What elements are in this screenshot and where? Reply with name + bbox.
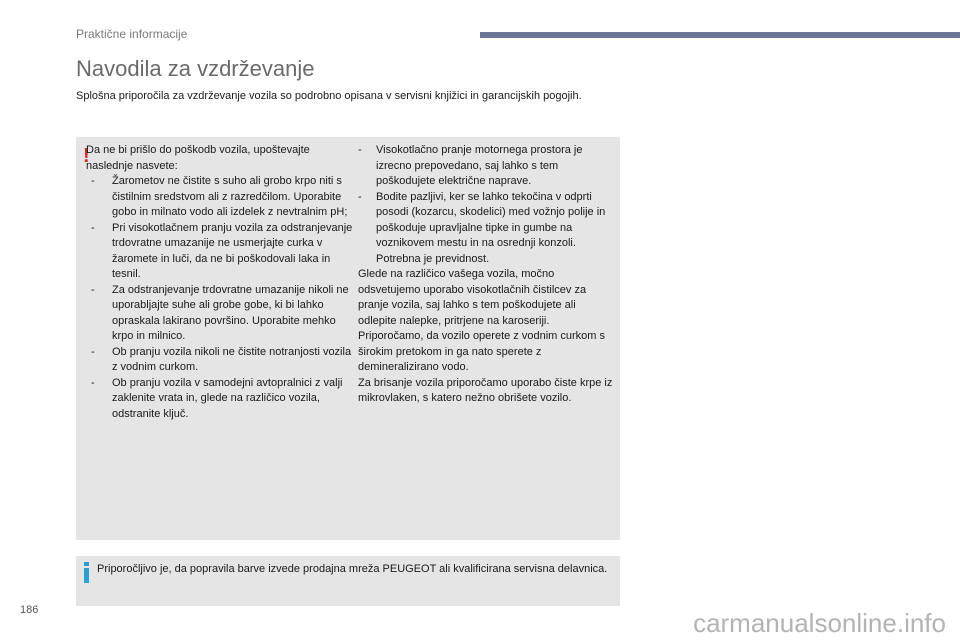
info-icon [84, 562, 89, 582]
paragraph: Priporočamo, da vozilo operete z vodnim curkom s širokim pretokom in ga nato sperete z demineralizirano vodo. [358, 330, 605, 373]
list-item-text: Ob pranju vozila nikoli ne čistite notranjosti vozila z vodnim curkom. [112, 345, 352, 373]
dash: - [91, 221, 95, 234]
intro-paragraph: Splošna priporočila za vzdrževanje vozila so podrobno opisana v servisni knjižici in garancijskih pogojih. [76, 90, 582, 102]
page-number: 186 [20, 604, 39, 616]
warning-left-column [86, 143, 356, 422]
dash: - [358, 144, 362, 156]
dash: - [91, 283, 95, 296]
dash: - [91, 376, 95, 389]
paragraph: Za brisanje vozila priporočamo uporabo čiste krpe iz mikrovlaken, s katero nežno obrišete vozilo. [358, 376, 613, 404]
dash: - [358, 190, 362, 203]
list-item [86, 283, 356, 345]
list-item [86, 221, 356, 283]
list-item-text: Ob pranju vozila v samodejni avtopralnici z valji zaklenite vrata in, glede na različico vozila, odstranite ključ. [112, 376, 343, 420]
warning-right-column [358, 143, 616, 407]
list-item [86, 376, 356, 423]
paragraph: Glede na različico vašega vozila, močno odsvetujemo uporabo visokotlačnih čistilcev za pranje vozila, saj lahko s tem poškodujete ali odlepite nalepke, pritrjene na karoseriji. [358, 268, 587, 327]
watermark: carmanualsonline.info [693, 608, 946, 638]
list-item [86, 174, 356, 221]
dash: - [91, 345, 95, 358]
dash: - [91, 175, 95, 187]
exclamation-icon: ! [83, 145, 90, 167]
info-text: Priporočljivo je, da popravila barve izvede prodajna mreža PEUGEOT ali kvalificirana servisna delavnica. [97, 563, 608, 575]
list-item [86, 345, 356, 376]
list-item-text: Za odstranjevanje trdovratne umazanije nikoli ne uporabljajte suhe ali grobe gobe, ki bi lahko opraskala lakirano površino. Uporabite mehko krpo in milnico. [112, 283, 349, 342]
list-item-text: Žarometov ne čistite s suho ali grobo krpo niti s čistilnim sredstvom ali z razredčilom. Uporabite gobo in milnato vodo ali izdelek z nevtralnim pH; [112, 175, 348, 218]
list-item [358, 190, 616, 268]
section-header: Praktične informacije [76, 27, 188, 41]
list-item [358, 143, 616, 190]
page-title: Navodila za vzdrževanje [76, 56, 315, 81]
list-item-text: Bodite pazljivi, ker se lahko tekočina v odprti posodi (kozarcu, skodelici) med vožnjo polije in poškoduje upravljalne tipke in gumbe na voznikovem mestu in na osrednji konzoli. Potrebna je previdnost. [376, 190, 606, 265]
warning-lead: Da ne bi prišlo do poškodb vozila, upoštevajte naslednje nasvete: [86, 144, 310, 172]
list-item-text: Pri visokotlačnem pranju vozila za odstranjevanje trdovratne umazanije ne usmerjajte curka v žaromete in luči, da ne bi poškodovali laka in tesnil. [112, 221, 353, 280]
list-item-text: Visokotlačno pranje motornega prostora je izrecno prepovedano, saj lahko s tem poškodujete električne naprave. [376, 144, 583, 187]
header-bar [480, 32, 960, 38]
